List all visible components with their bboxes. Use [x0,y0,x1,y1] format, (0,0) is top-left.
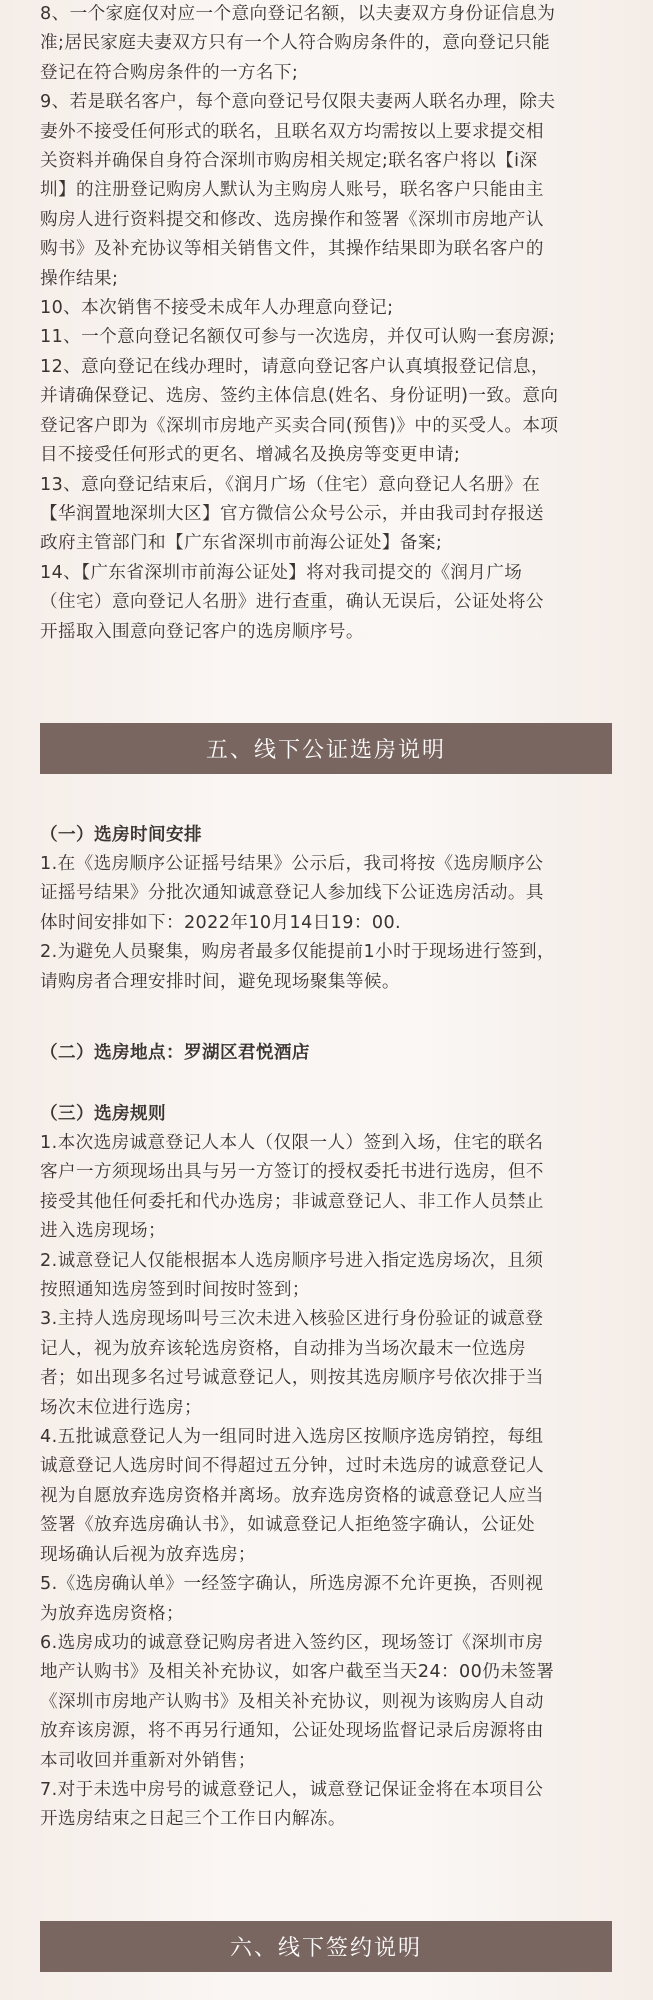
selection-rules-heading: （三）选房规则 [40,1104,166,1124]
selection-time-heading: （一）选房时间安排 [40,825,202,845]
selection-time-text: 1.在《选房顺序公证摇号结果》公示后，我司将按《选房顺序公 证摇号结果》分批次通知诚意登记人参加线下公证选房活动。具 体时间安排如下：2022年10月14日19：00. 2.为避免人员聚集，购房者最多仅能提前1小时于现场进行签到， 请购房者合理安排时间，避免现场聚集等候。 [40,854,556,992]
selection-venue-heading: （二）选房地点：罗湖区君悦酒店 [40,1043,310,1063]
selection-rules-text: 1.本次选房诚意登记人本人（仅限一人）签到入场，住宅的联名 客户一方须现场出具与另一方签订的授权委托书进行选房，但不 接受其他任何委托和代办选房；非诚意登记人、非工作人员禁止 进入选房现场； 2.诚意登记人仅能根据本人选房顺序号进入指定选房场次，且须 按照通知选房签到时间按时签到； 3.主持人选房现场叫号三次未进入核验区进行身份验证的诚意登 记人，视为放弃该轮选房资格，自动排为当场次最末一位选房 者；如出现多名过号诚意登记人，则按其选房顺序号依次排于当 场次末位进行选房； 4.五批诚意登记人为一组同时进入选房区按顺序选房销控，每组 诚意登记人选房时间不得超过五分钟，过时未选房的诚意登记人 视为自愿放弃选房资格并离场。放弃选房资格的诚意登记人应当 签署《放弃选房确认书》，如诚意登记人拒绝签字确认，公证处 现场确认后视为放弃选房； 5.《选房确认单》一经签字确认，所选房源不允许更换，否则视 为放弃选房资格； 6.选房成功的诚意登记购房者进入签约区，现场签订《深圳市房 地产认购书》及相关补充协议，如客户截至当天24：00仍未签署 《深圳市房地产认购书》及相关补充协议，则视为该购房人自动 放弃该房源，将不再另行通知，公证处现场监督记录后房源将由 本司收回并重新对外销售； 7.对于未选中房号的诚意登记人，诚意登记保证金将在本项目公 开选房结束之日起三个工作日内解冻。 [40,1133,555,1830]
section-banner-offline-notarized-selection: 五、线下公证选房说明 [40,723,612,774]
section-banner-offline-signing: 六、线下签约说明 [40,1921,612,1972]
selection-rules-section [40,1129,614,1835]
registration-rules-text: 8、一个家庭仅对应一个意向登记名额，以夫妻双方身份证信息为 准;居民家庭夫妻双方只有一个人符合购房条件的，意向登记只能 登记在符合购房条件的一方名下; 9、若是联名客户，每个意向登记号仅限夫妻两人联名办理，除夫 妻外不接受任何形式的联名，且联名双方均需按以上要求提交相 关资料并确保自身符合深圳市购房相关规定;联名客户将以【i深 圳】的注册登记购房人默认为主购房人账号，联名客户只能由主 购房人进行资料提交和修改、选房操作和签署《深圳市房地产认 购书》及补充协议等相关销售文件，其操作结果即为联名客户的 操作结果; 10、本次销售不接受未成年人办理意向登记; 11、一个意向登记名额仅可参与一次选房，并仅可认购一套房源; 12、意向登记在线办理时，请意向登记客户认真填报登记信息， 并请确保登记、选房、签约主体信息(姓名、身份证明)一致。意向 登记客户即为《深圳市房地产买卖合同(预售)》中的买受人。本项 目不接受任何形式的更名、增减名及换房等变更申请; 13、意向登记结束后，《润月广场（住宅）意向登记人名册》在 【华润置地深圳大区】官方微信公众号公示，并由我司封存报送 政府主管部门和【广东省深圳市前海公证处】备案; 14、【广东省深圳市前海公证处】将对我司提交的《润月广场 （住宅）意向登记人名册》进行查重，确认无误后，公证处将公 开摇取入围意向登记客户的选房顺序号。 [40,4,559,642]
registration-rules-continued [40,0,614,647]
selection-time-section [40,850,614,997]
